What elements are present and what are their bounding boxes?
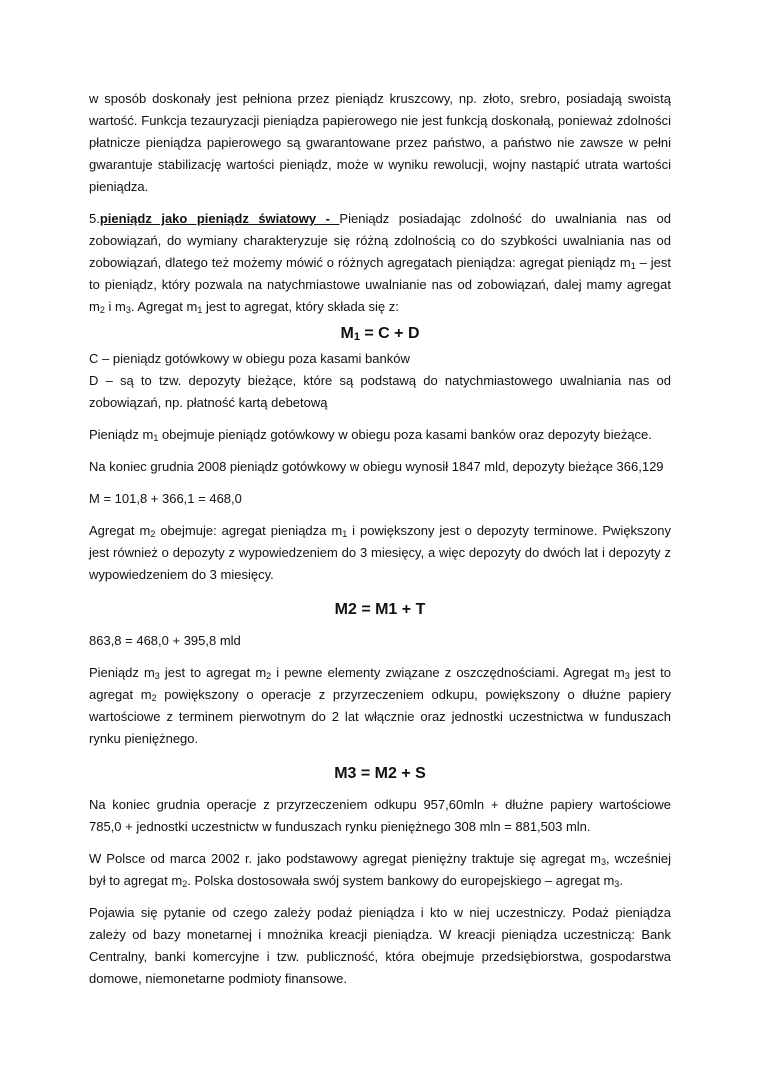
- paragraph-podaz-pieniadza: Pojawia się pytanie od czego zależy podaż pieniądza i kto w niej uczestniczy. Podaż pieniądza zależy od bazy monetarnej i mnożnika kreacji pieniądza. W kreacji pieniądza uczestniczą: Bank Centralny, banki komercyjne i tzw. publiczność, która obejmuje przedsiębiorstwa, gospodarstwa domowe, niemonetarne podmioty finansowe.: [89, 905, 671, 986]
- text-run: . Polska dostosowała swój system bankowy do europejskiego – agregat m: [187, 873, 615, 888]
- paragraph-grudzien-operacje: Na koniec grudnia operacje z przyrzeczeniem odkupu 957,60mln + dłużne papiery wartościowe 785,0 + jednostki uczestnictw w funduszach rynku pieniężnego 308 mln = 881,503 mln.: [89, 797, 671, 834]
- paragraph-m3: [89, 662, 671, 750]
- text-run: Pieniądz m: [89, 665, 155, 680]
- paragraph-tezauryzacja: w sposób doskonały jest pełniona przez pieniądz kruszcowy, np. złoto, srebro, posiadają swoistą wartość. Funkcja tezauryzacji pieniądza papierowego nie jest funkcją doskonałą, ponieważ zdolności płatnicze pieniądza papierowego są gwarantowane przez państwo, a państwo nie zawsze w pełni gwarantuje stabilizację wartości pieniądz, może w wyniku rewolucji, wojny nastąpić utrata wartości pieniądza.: [89, 91, 671, 194]
- subscript: 2: [150, 529, 156, 539]
- subscript: 3: [125, 305, 131, 315]
- paragraph-grudzien-2008: Na koniec grudnia 2008 pieniądz gotówkowy w obiegu wynosił 1847 mld, depozyty bieżące 366,129: [89, 459, 664, 474]
- text-run: . Agregat m: [130, 299, 198, 314]
- paragraph-polska-2002: [89, 848, 671, 892]
- subscript: 1: [630, 261, 636, 271]
- subscript: 1: [197, 305, 203, 315]
- subscript: 1: [342, 529, 348, 539]
- text-run: obejmuje: agregat pieniądza m: [155, 523, 343, 538]
- section-heading: pieniądz jako pieniądz światowy -: [99, 211, 340, 226]
- text-run: W Polsce od marca 2002 r. jako podstawowy agregat pieniężny traktuje się agregat m: [89, 851, 601, 866]
- paragraph-m1: [89, 424, 671, 446]
- definition-d: D – są to tzw. depozyty bieżące, które są podstawą do natychmiastowego uwalniania nas od zobowiązań, np. płatność kartą debetową: [89, 373, 671, 410]
- text-run: obejmuje pieniądz gotówkowy w obiegu poza kasami banków oraz depozyty bieżące.: [158, 427, 652, 442]
- document-page: [89, 88, 671, 990]
- subscript: 3: [624, 671, 630, 681]
- text-run: Pieniądz posiadając zdolność do uwalniania nas od zobowiązań, do wymiany charakteryzuje się różną zdolnością co do szybkości uwalniania nas od zobowiązań, dlatego też możemy mówić o różnych agregatach pieniądza: agregat pieniądz m: [89, 211, 671, 270]
- text-run: .: [619, 873, 623, 888]
- subscript: 2: [182, 879, 188, 889]
- text-run: i powiększony jest o depozyty terminowe. Pwiększony jest również o depozyty z wypowiedzeniem do 3 miesięcy, a więc depozyty do dwóch lat i depozyty z wypowiedzeniem do 3 miesięcy.: [89, 523, 672, 582]
- text-run: Agregat m: [89, 523, 151, 538]
- text-run: jest to agregat m: [89, 665, 672, 702]
- section-number: 5.: [89, 211, 100, 226]
- subscript: 1: [353, 331, 360, 343]
- text-run: , wcześniej był to agregat m: [89, 851, 671, 888]
- calculation-m2: 863,8 = 468,0 + 395,8 mld: [89, 633, 241, 648]
- subscript: 2: [99, 305, 105, 315]
- formula-text: = C + D: [359, 325, 420, 342]
- formula-text: M: [340, 325, 354, 342]
- subscript: 3: [614, 879, 620, 889]
- subscript: 2: [151, 693, 157, 703]
- text-run: powiększony o operacje z przyrzeczeniem odkupu, powiększony o dłużne papiery wartościowe z terminem pierwotnym do 2 lat włącznie oraz jednostki uczestnictwa w funduszach rynku pieniężnego.: [89, 687, 671, 746]
- text-run: i pewne elementy związane z oszczędnościami. Agregat m: [271, 665, 625, 680]
- subscript: 1: [153, 433, 159, 443]
- text-run: jest to agregat, który składa się z:: [202, 299, 399, 314]
- subscript: 2: [266, 671, 272, 681]
- text-run: Pieniądz m: [89, 427, 154, 442]
- calculation-m: M = 101,8 + 366,1 = 468,0: [89, 491, 242, 506]
- formula-m1: [89, 320, 671, 348]
- paragraph-m2: [89, 520, 671, 586]
- text-run: jest to agregat m: [159, 665, 267, 680]
- text-run: i m: [104, 299, 126, 314]
- text-run: – jest to pieniądz, który pozwala na natychmiastowe uwalnianie nas od zobowiązań, dalej mamy agregat m: [89, 255, 672, 314]
- subscript: 3: [600, 857, 606, 867]
- subscript: 3: [154, 671, 160, 681]
- definition-c: C – pieniądz gotówkowy w obiegu poza kasami banków: [89, 351, 410, 366]
- paragraph-pieniadz-swiatowy: [89, 208, 671, 318]
- formula-m3: M3 = M2 + S: [334, 765, 426, 782]
- formula-m2: M2 = M1 + T: [334, 601, 426, 618]
